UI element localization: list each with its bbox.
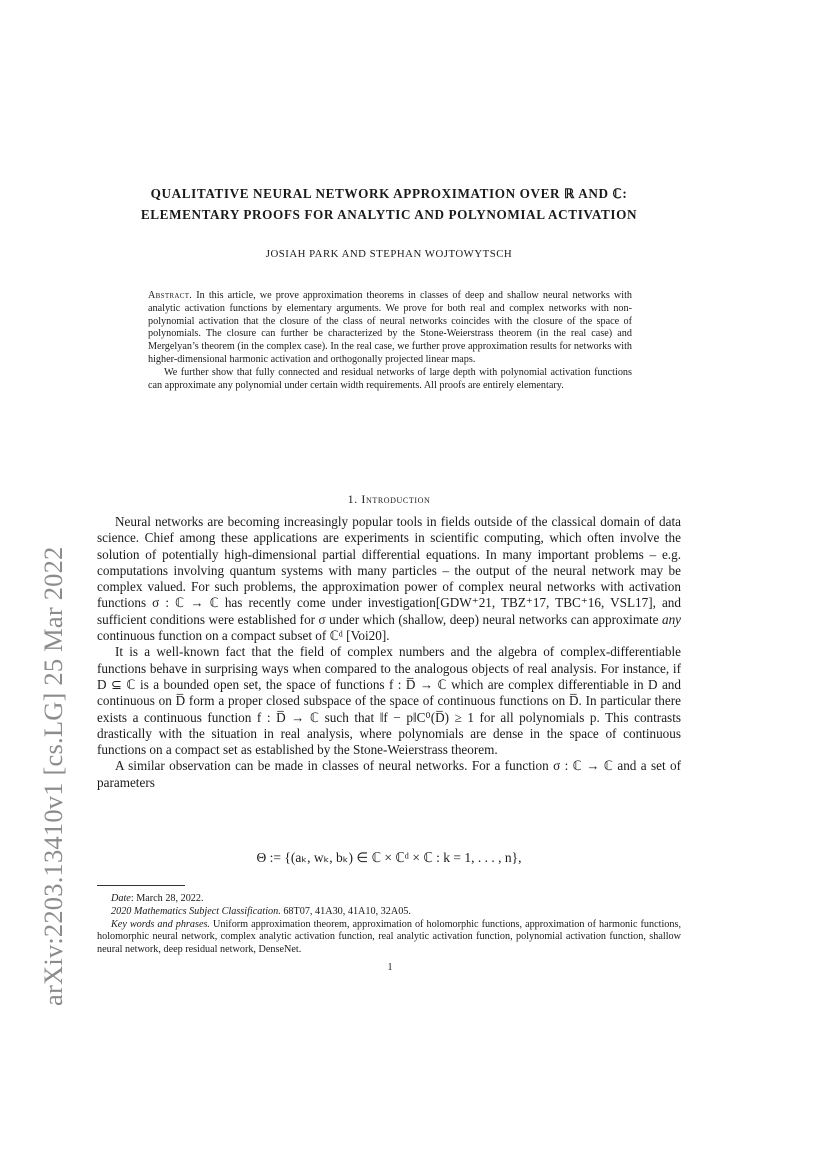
footnotes xyxy=(97,893,681,957)
footnote-msc-label: 2020 Mathematics Subject Classification. xyxy=(111,905,281,917)
abstract-heading: Abstract. xyxy=(148,290,193,301)
body-text xyxy=(97,514,681,791)
paper-title xyxy=(92,183,686,225)
abstract-text-1: In this article, we prove approximation theorems in classes of deep and shallow neural networks with analytic activation functions by elementary arguments. We prove for both real and complex networks with non-polynomial activation that the closure of the class of neural networks coincides with the closure of the space of polynomials. The closure can further be characterized by the Stone-Weierstrass theorem (in the real case) and Mergelyan’s theorem (in the complex case). In the real case, we further prove approximation results for networks with higher-dimensional harmonic activation and orthogonally projected linear maps. xyxy=(148,290,633,365)
footnote-keywords-label: Key words and phrases. xyxy=(111,918,210,930)
body-paragraph-1 xyxy=(97,514,681,644)
body-paragraph-1-b: continuous function on a compact subset of ℂᵈ [Voi20]. xyxy=(97,628,390,644)
section-heading: 1. Introduction xyxy=(347,492,431,506)
body-paragraph-1-a: Neural networks are becoming increasingly popular tools in fields outside of the classical domain of data science. Chief among these applications are experiments in scientific computing, which often involve the solution of potentially high-dimensional partial differential equations. In many important problems – e.g. computations involving quantum systems with many particles – the output of the neural network may be complex valued. For such problems, the approximation power of complex neural networks with activation functions σ : ℂ → ℂ has recently come under investigation[GDW⁺21, TBZ⁺17, TBC⁺16, VSL17], and sufficient conditions were established for σ under which (shallow, deep) neural networks can approximate xyxy=(97,514,681,627)
title-line-1: QUALITATIVE NEURAL NETWORK APPROXIMATION OVER ℝ AND ℂ: xyxy=(150,186,628,201)
page-number: 1 xyxy=(387,962,393,973)
footnote-date-label: Date xyxy=(111,893,131,904)
footnote-date-value: : March 28, 2022. xyxy=(130,893,204,904)
footnote-keywords-value: Uniform approximation theorem, approximation of holomorphic functions, approximation of harmonic functions, holomorphic neural network, complex analytic activation function, real analytic activation function, polynomial activation function, shallow neural network, deep residual network, DenseNet. xyxy=(97,918,681,956)
footnote-keywords xyxy=(97,919,681,957)
abstract-paragraph-1 xyxy=(148,290,632,367)
body-paragraph-2: It is a well-known fact that the field of complex numbers and the algebra of complex-differentiable functions behave in surprising ways when compared to the analogous objects of real analysis. For instance, if D ⊆ ℂ is a bounded open set, the space of functions f : D̅ → ℂ which are complex differentiable in D and continuous on D̅ form a proper closed subspace of the space of continuous functions on D̅. In particular there exists a continuous function f : D̅ → ℂ such that ‖f − p‖C⁰(D̅) ≥ 1 for all polynomials p. This contrasts drastically with the situation in real analysis, where polynomials are dense in the space of continuous functions on a compact set as established by the Stone-Weierstrass theorem. xyxy=(97,644,681,758)
abstract-paragraph-2: We further show that fully connected and residual networks of large depth with polynomial activation functions can approximate any polynomial under certain width requirements. All proofs are entirely elementary. xyxy=(148,366,632,391)
footnote-msc xyxy=(97,906,681,919)
abstract xyxy=(148,290,632,392)
authors: JOSIAH PARK AND STEPHAN WOJTOWYTSCH xyxy=(265,248,513,260)
body-emphasis-any: any xyxy=(661,611,682,627)
title-line-2: ELEMENTARY PROOFS FOR ANALYTIC AND POLYNOMIAL ACTIVATION xyxy=(140,207,638,222)
footnote-divider xyxy=(97,885,185,886)
footnote-date xyxy=(97,893,681,906)
arxiv-identifier: arXiv:2203.13410v1 [cs.LG] 25 Mar 2022 xyxy=(38,546,68,1006)
footnote-msc-value: 68T07, 41A30, 41A10, 32A05. xyxy=(283,905,411,917)
body-paragraph-3: A similar observation can be made in classes of neural networks. For a function σ : ℂ → ℂ and a set of parameters xyxy=(97,758,681,790)
display-equation: Θ := {(aₖ, wₖ, bₖ) ∈ ℂ × ℂᵈ × ℂ : k = 1, . . . , n}, xyxy=(256,850,522,865)
